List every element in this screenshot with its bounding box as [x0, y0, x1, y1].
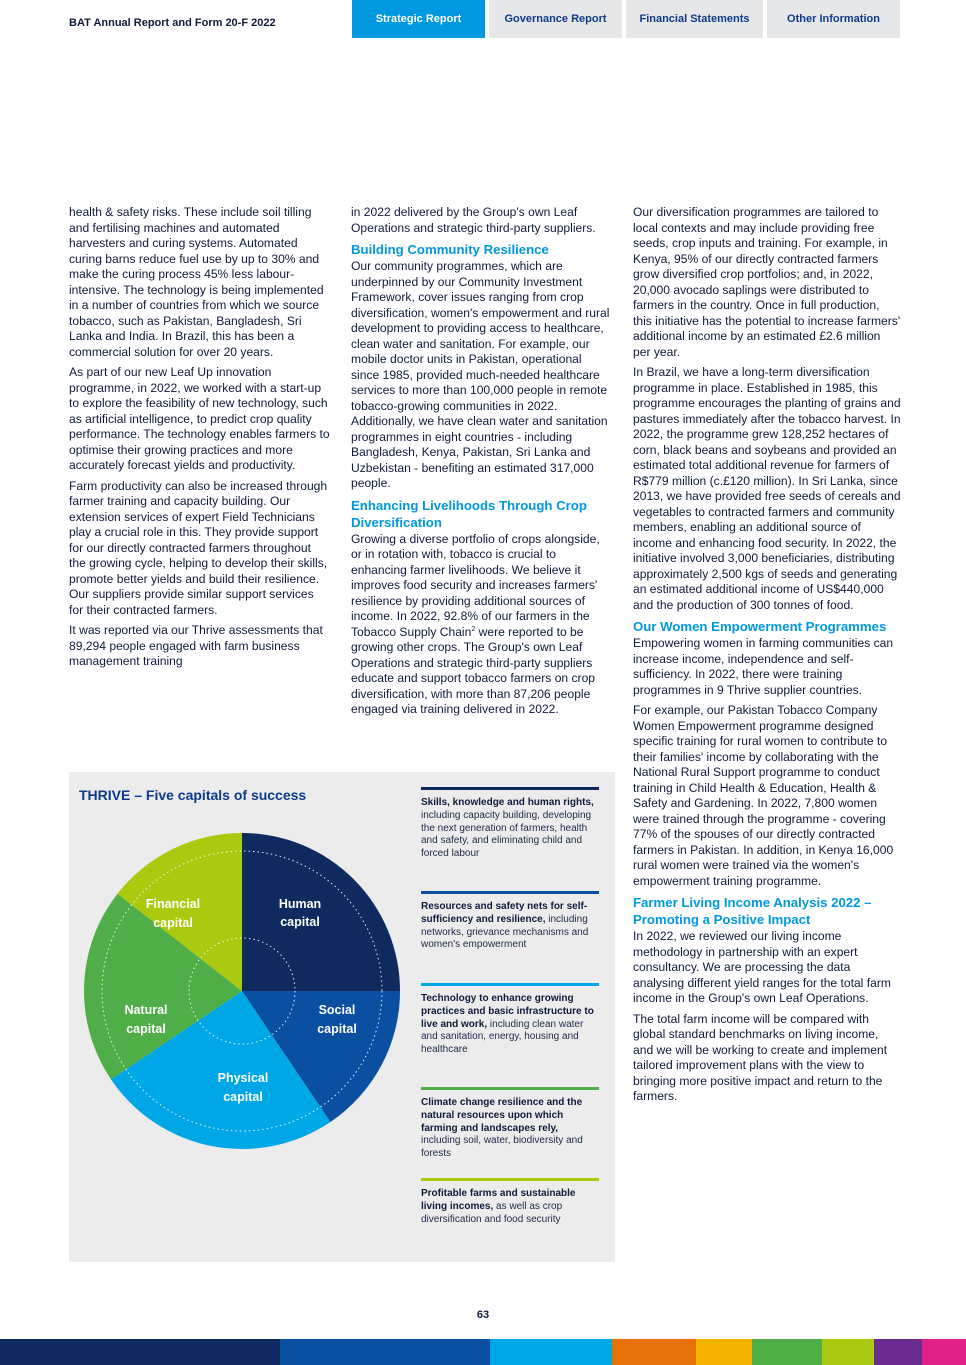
legend-text: including soil, water, biodiversity and forests	[421, 1135, 583, 1160]
label-financial-line2: capital	[153, 916, 193, 930]
footer-strip-segment	[922, 1339, 966, 1365]
panel-title: THRIVE – Five capitals of success	[79, 787, 307, 803]
legend-item-natural	[421, 1087, 599, 1161]
label-human-line1: Human	[278, 897, 322, 911]
section-heading-living-income: Farmer Living Income Analysis 2022 – Promoting a Positive Impact	[633, 895, 872, 927]
footer-strip-segment	[0, 1339, 280, 1365]
section-heading-community-resilience: Building Community Resilience	[351, 242, 549, 257]
thrive-panel	[69, 772, 615, 1262]
legend-bar	[421, 1178, 599, 1181]
label-social-line1: Social	[318, 1003, 356, 1017]
tab-financial-statements[interactable]: Financial Statements	[626, 0, 763, 38]
paragraph: For example, our Pakistan Tobacco Company Women Empowerment programme designed specific training for rural women to contribute to their families' income by collaborating with the National Rural Support programme to conduct training in Child Health & Education, Health & Safety and Gardening. In 2022, 7,800 women were trained through the programme - covering 77% of the spouses of our directly contracted farmers in Pakistan. In addition, in Kenya 16,000 rural women were trained via the women's empowerment training programme.	[633, 703, 894, 888]
legend-item-financial	[421, 1178, 599, 1226]
paragraph: It was reported via our Thrive assessments that 89,294 people engaged with farm business management training	[69, 623, 323, 668]
tab-governance-report[interactable]: Governance Report	[489, 0, 622, 38]
tab-strategic-report[interactable]: Strategic Report	[352, 0, 485, 38]
paragraph: The total farm income will be compared with global standard benchmarks on living income, and we will be working to create and implement tailored improvement plans with the view to bringing more positive impact and return to the farmers.	[633, 1011, 888, 1103]
legend-item-human	[421, 787, 599, 861]
label-natural-line2: capital	[126, 1022, 166, 1036]
footer-strip-segment	[874, 1339, 922, 1365]
legend-item-physical	[421, 983, 599, 1057]
footer-strip-segment	[822, 1339, 874, 1365]
paragraph: Farm productivity can also be increased through farmer training and capacity building. Our extension services of expert Field Technicians play a crucial role in this. They provide support for our directly contracted farmers throughout the growing cycle, helping to develop their skills, promote better yields and build their resilience. Our suppliers provide similar support services for their contracted farmers.	[69, 478, 328, 617]
paragraph-part: Growing a diverse portfolio of crops alongside, or in rotation with, tobacco is crucial to enhancing farmer livelihoods. We believe it improves food security and increases farmers' resilience by providing additional sources of income. In 2022, 92.8% of our farmers in the Tobacco Supply Chain	[351, 531, 600, 639]
footer-color-strip	[0, 1339, 966, 1365]
legend-bold: Technology to enhance growing practices and basic infrastructure to live and work,	[421, 993, 594, 1030]
legend-bold: Resources and safety nets for self-sufficiency and resilience,	[421, 901, 588, 925]
legend-bold: Climate change resilience and the natural resources upon which farming and landscapes rely,	[421, 1097, 583, 1134]
legend-text: as well as crop diversification and food security	[421, 1200, 563, 1225]
legend-bar	[421, 891, 599, 894]
paragraph: Our diversification programmes are tailored to local contexts and may include providing free seeds, crop inputs and training. For example, in Kenya, 95% of our directly contracted farmers grow diversified crop portfolios; and, in 2022, 20,000 avocado saplings were distributed to farmers in the country. Once in full production, this initiative has the potential to increase farmers' additional income by an estimated £2.6 million per year.	[633, 205, 901, 359]
label-physical-line2: capital	[223, 1090, 263, 1104]
paragraph	[351, 532, 613, 718]
legend-item-social	[421, 891, 599, 952]
text-column-2	[351, 205, 613, 723]
paragraph: Our community programmes, which are underpinned by our Community Investment Framework, cover issues ranging from crop diversification, women's empowerment and rural development to providing access to healthcare, clean water and sanitation. For example, our mobile doctor units in Pakistan, operational since 1985, provided much-needed healthcare services to more than 100,000 people in remote tobacco-growing communities in 2022. Additionally, we have clean water and sanitation programmes in eight countries - including Bangladesh, Kenya, Pakistan, Sri Lanka and Uzbekistan - benefiting an estimated 317,000 people.	[351, 259, 610, 490]
footer-strip-segment	[490, 1339, 612, 1365]
section-heading-crop-diversification: Enhancing Livelihoods Through Crop Diversification	[351, 497, 587, 530]
paragraph: Empowering women in farming communities can increase income, independence and self-sufficiency. In 2022, there were training programmes in 9 Thrive supplier countries.	[633, 636, 894, 697]
footer-strip-segment	[696, 1339, 752, 1365]
document-title: BAT Annual Report and Form 20-F 2022	[69, 17, 276, 29]
label-social-line2: capital	[317, 1022, 357, 1036]
legend-bold: Skills, knowledge and human rights,	[421, 797, 594, 808]
paragraph: As part of our new Leaf Up innovation programme, in 2022, we worked with a start-up to explore the feasibility of new technology, such as artificial intelligence, to predict crop quality performance. The technology enables farmers to optimise their growing practices and more accurately forecast yields and productivity.	[69, 365, 330, 472]
legend-bar	[421, 1087, 599, 1090]
label-physical-line1: Physical	[217, 1071, 269, 1085]
footer-strip-segment	[752, 1339, 822, 1365]
footer-strip-segment	[280, 1339, 490, 1365]
tab-other-information[interactable]: Other Information	[767, 0, 900, 38]
label-natural-line1: Natural	[124, 1003, 168, 1017]
footnote-marker[interactable]: 2	[471, 625, 476, 633]
legend-bold: Profitable farms and sustainable living incomes,	[421, 1188, 576, 1212]
paragraph: health & safety risks. These include soil tilling and fertilising machines and automated harvesters and curing systems. Automated curing barns reduce fuel use by up to 30% and make the curing process 45% less labour-intensive. The technology is being implemented in a number of countries from which we source tobacco, such as Pakistan, Bangladesh, Sri Lanka and India. In Brazil, this has been a commercial solution for over 20 years.	[69, 205, 324, 359]
text-column-3	[633, 205, 901, 1110]
page-number: 63	[476, 1309, 490, 1321]
paragraph: In Brazil, we have a long-term diversification programme in place. Established in 1985, this programme encourages the planting of grains and pastures immediately after the tobacco harvest. In 2022, the programme grew 128,252 hectares of corn, black beans and soybeans and provided an estimated total additional revenue for farmers of R$779 million (c.£120 million). In Sri Lanka, since 2013, we have provided free seeds of cereals and vegetables to contracted farmers and community members, enabling an additional source of income and enhancing food security. In 2022, the initiative involved 3,000 beneficiaries, distributing approximately 2,500 kgs of seeds and generating an estimated additional income of US$440,000 and the production of 300 tonnes of food.	[633, 365, 901, 612]
label-financial-line1: Financial	[145, 897, 201, 911]
text-column-1	[69, 205, 331, 675]
paragraph: In 2022, we reviewed our living income methodology in partnership with an expert consultancy. We are processing the data analysing different yield ranges for the total farm income in the Group's own Leaf Operations.	[633, 929, 891, 1005]
legend-bar	[421, 983, 599, 986]
paragraph-part: were reported to be growing other crops. The Group's own Leaf Operations and strategic third-party suppliers educate and support tobacco farmers on crop diversification, with more than 87,206 people engaged via training delivered in 2022.	[351, 624, 596, 716]
legend-text: including clean water and sanitation, energy, housing and healthcare	[421, 1018, 584, 1056]
legend-text: including networks, grievance mechanisms and women's empowerment	[421, 913, 589, 951]
section-heading-women-empowerment: Our Women Empowerment Programmes	[633, 619, 887, 634]
section-tabs	[352, 0, 900, 38]
label-human-line2: capital	[280, 915, 320, 929]
footer-strip-segment	[612, 1339, 696, 1365]
legend-bar	[421, 787, 599, 790]
legend-text: including capacity building, developing the next generation of farmers, health and safety, and eliminating child and forced labour	[421, 809, 592, 860]
paragraph: in 2022 delivered by the Group's own Leaf Operations and strategic third-party suppliers.	[351, 205, 596, 235]
pie-segment-human	[242, 833, 400, 991]
